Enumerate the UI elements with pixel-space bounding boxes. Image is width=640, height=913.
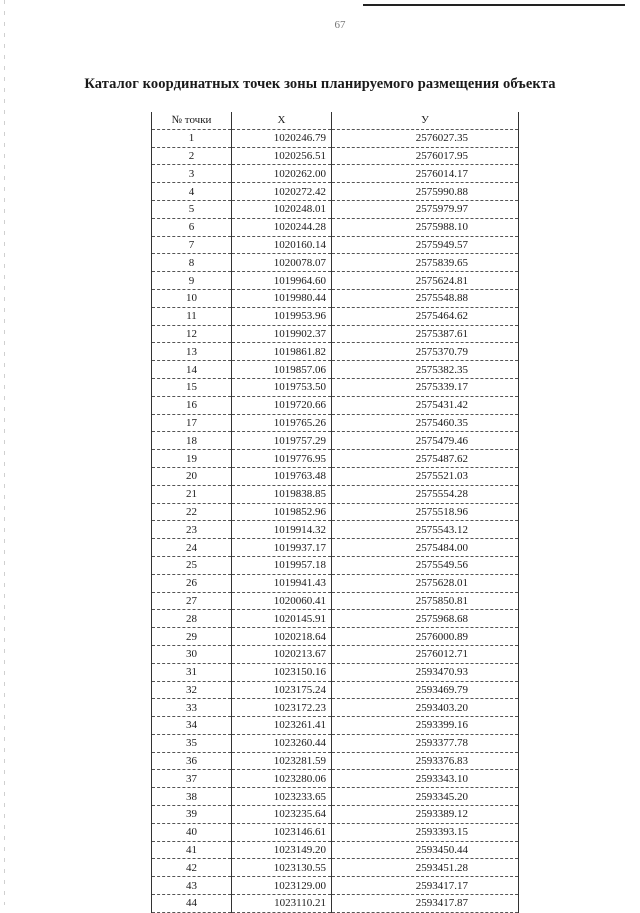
x-coordinate-cell: 1019763.48 — [232, 467, 332, 485]
y-coordinate-cell: 2593403.20 — [332, 699, 519, 717]
y-coordinate-cell: 2593343.10 — [332, 770, 519, 788]
x-coordinate-cell: 1019757.29 — [232, 432, 332, 450]
table-row — [152, 467, 519, 485]
y-coordinate-cell: 2575990.88 — [332, 183, 519, 201]
point-number-cell: 7 — [152, 236, 232, 254]
table-row — [152, 165, 519, 183]
table-row — [152, 289, 519, 307]
point-number-cell: 31 — [152, 663, 232, 681]
y-coordinate-cell: 2575850.81 — [332, 592, 519, 610]
table-row — [152, 129, 519, 147]
point-number-cell: 36 — [152, 752, 232, 770]
x-coordinate-cell: 1020272.42 — [232, 183, 332, 201]
point-number-cell: 8 — [152, 254, 232, 272]
table-row — [152, 645, 519, 663]
table-row — [152, 859, 519, 877]
y-coordinate-cell: 2593389.12 — [332, 806, 519, 824]
x-coordinate-cell: 1019852.96 — [232, 503, 332, 521]
y-coordinate-cell: 2593399.16 — [332, 717, 519, 735]
point-number-cell: 28 — [152, 610, 232, 628]
table-row — [152, 503, 519, 521]
y-coordinate-cell: 2575521.03 — [332, 467, 519, 485]
point-number-cell: 14 — [152, 361, 232, 379]
x-coordinate-cell: 1020262.00 — [232, 165, 332, 183]
x-coordinate-cell: 1020060.41 — [232, 592, 332, 610]
page-title: Каталог координатных точек зоны планируемого размещения объекта — [84, 76, 556, 92]
table-row — [152, 717, 519, 735]
x-coordinate-cell: 1019776.95 — [232, 450, 332, 468]
point-number-cell: 5 — [152, 200, 232, 218]
point-number-cell: 3 — [152, 165, 232, 183]
table-row — [152, 485, 519, 503]
table-row — [152, 556, 519, 574]
x-coordinate-cell: 1020246.79 — [232, 129, 332, 147]
x-coordinate-cell: 1019765.26 — [232, 414, 332, 432]
x-coordinate-cell: 1019753.50 — [232, 378, 332, 396]
y-coordinate-cell: 2575543.12 — [332, 521, 519, 539]
x-coordinate-cell: 1020256.51 — [232, 147, 332, 165]
coordinates-table — [151, 112, 519, 913]
y-coordinate-cell: 2575387.61 — [332, 325, 519, 343]
point-number-cell: 44 — [152, 895, 232, 913]
x-coordinate-cell: 1023280.06 — [232, 770, 332, 788]
y-coordinate-cell: 2575479.46 — [332, 432, 519, 450]
table-row — [152, 734, 519, 752]
x-coordinate-cell: 1019980.44 — [232, 289, 332, 307]
point-number-cell: 42 — [152, 859, 232, 877]
y-coordinate-cell: 2575554.28 — [332, 485, 519, 503]
x-coordinate-cell: 1020078.07 — [232, 254, 332, 272]
point-number-cell: 2 — [152, 147, 232, 165]
y-coordinate-cell: 2576014.17 — [332, 165, 519, 183]
table-row — [152, 200, 519, 218]
table-row — [152, 361, 519, 379]
table-row — [152, 823, 519, 841]
point-number-cell: 33 — [152, 699, 232, 717]
point-number-cell: 25 — [152, 556, 232, 574]
point-number-cell: 9 — [152, 272, 232, 290]
point-number-cell: 19 — [152, 450, 232, 468]
point-number-cell: 15 — [152, 378, 232, 396]
table-row — [152, 343, 519, 361]
y-coordinate-cell: 2575484.00 — [332, 539, 519, 557]
x-coordinate-cell: 1023233.65 — [232, 788, 332, 806]
table-header-row — [152, 112, 519, 129]
x-coordinate-cell: 1023110.21 — [232, 895, 332, 913]
point-number-cell: 4 — [152, 183, 232, 201]
point-number-cell: 24 — [152, 539, 232, 557]
x-coordinate-cell: 1020244.28 — [232, 218, 332, 236]
table-row — [152, 147, 519, 165]
x-coordinate-cell: 1020145.91 — [232, 610, 332, 628]
y-coordinate-cell: 2593393.15 — [332, 823, 519, 841]
table-row — [152, 841, 519, 859]
top-rule — [363, 4, 625, 6]
point-number-cell: 30 — [152, 645, 232, 663]
x-coordinate-cell: 1020218.64 — [232, 628, 332, 646]
table-row — [152, 396, 519, 414]
table-row — [152, 414, 519, 432]
point-number-cell: 37 — [152, 770, 232, 788]
table-row — [152, 432, 519, 450]
x-coordinate-cell: 1019937.17 — [232, 539, 332, 557]
table-row — [152, 788, 519, 806]
x-coordinate-cell: 1019941.43 — [232, 574, 332, 592]
y-coordinate-cell: 2593417.17 — [332, 877, 519, 895]
y-coordinate-cell: 2575382.35 — [332, 361, 519, 379]
x-coordinate-cell: 1019857.06 — [232, 361, 332, 379]
point-number-cell: 26 — [152, 574, 232, 592]
x-coordinate-cell: 1020213.67 — [232, 645, 332, 663]
header-y: У — [332, 112, 519, 129]
y-coordinate-cell: 2575464.62 — [332, 307, 519, 325]
x-coordinate-cell: 1019953.96 — [232, 307, 332, 325]
y-coordinate-cell: 2593470.93 — [332, 663, 519, 681]
table-row — [152, 663, 519, 681]
point-number-cell: 29 — [152, 628, 232, 646]
x-coordinate-cell: 1023129.00 — [232, 877, 332, 895]
point-number-cell: 16 — [152, 396, 232, 414]
x-coordinate-cell: 1023130.55 — [232, 859, 332, 877]
point-number-cell: 11 — [152, 307, 232, 325]
table-body — [152, 129, 519, 912]
point-number-cell: 35 — [152, 734, 232, 752]
x-coordinate-cell: 1020248.01 — [232, 200, 332, 218]
y-coordinate-cell: 2575431.42 — [332, 396, 519, 414]
point-number-cell: 39 — [152, 806, 232, 824]
point-number-cell: 38 — [152, 788, 232, 806]
point-number-cell: 34 — [152, 717, 232, 735]
y-coordinate-cell: 2575979.97 — [332, 200, 519, 218]
table-row — [152, 574, 519, 592]
y-coordinate-cell: 2575518.96 — [332, 503, 519, 521]
header-point-number: № точки — [152, 112, 232, 129]
y-coordinate-cell: 2575460.35 — [332, 414, 519, 432]
y-coordinate-cell: 2575339.17 — [332, 378, 519, 396]
table-row — [152, 325, 519, 343]
x-coordinate-cell: 1019720.66 — [232, 396, 332, 414]
y-coordinate-cell: 2593345.20 — [332, 788, 519, 806]
header-x: X — [232, 112, 332, 129]
y-coordinate-cell: 2593451.28 — [332, 859, 519, 877]
x-coordinate-cell: 1019914.32 — [232, 521, 332, 539]
x-coordinate-cell: 1023235.64 — [232, 806, 332, 824]
y-coordinate-cell: 2575968.68 — [332, 610, 519, 628]
table-row — [152, 521, 519, 539]
table-row — [152, 450, 519, 468]
point-number-cell: 20 — [152, 467, 232, 485]
table-row — [152, 610, 519, 628]
y-coordinate-cell: 2575548.88 — [332, 289, 519, 307]
point-number-cell: 17 — [152, 414, 232, 432]
point-number-cell: 1 — [152, 129, 232, 147]
y-coordinate-cell: 2576012.71 — [332, 645, 519, 663]
y-coordinate-cell: 2575988.10 — [332, 218, 519, 236]
point-number-cell: 32 — [152, 681, 232, 699]
point-number-cell: 12 — [152, 325, 232, 343]
x-coordinate-cell: 1019964.60 — [232, 272, 332, 290]
table-row — [152, 681, 519, 699]
x-coordinate-cell: 1020160.14 — [232, 236, 332, 254]
table-row — [152, 307, 519, 325]
table-row — [152, 539, 519, 557]
point-number-cell: 10 — [152, 289, 232, 307]
y-coordinate-cell: 2576017.95 — [332, 147, 519, 165]
x-coordinate-cell: 1019838.85 — [232, 485, 332, 503]
y-coordinate-cell: 2575487.62 — [332, 450, 519, 468]
table-row — [152, 699, 519, 717]
x-coordinate-cell: 1019861.82 — [232, 343, 332, 361]
x-coordinate-cell: 1023150.16 — [232, 663, 332, 681]
x-coordinate-cell: 1019902.37 — [232, 325, 332, 343]
point-number-cell: 18 — [152, 432, 232, 450]
point-number-cell: 13 — [152, 343, 232, 361]
table-row — [152, 183, 519, 201]
y-coordinate-cell: 2575628.01 — [332, 574, 519, 592]
y-coordinate-cell: 2593376.83 — [332, 752, 519, 770]
table-row — [152, 272, 519, 290]
table-row — [152, 236, 519, 254]
y-coordinate-cell: 2575839.65 — [332, 254, 519, 272]
point-number-cell: 27 — [152, 592, 232, 610]
y-coordinate-cell: 2576000.89 — [332, 628, 519, 646]
x-coordinate-cell: 1023175.24 — [232, 681, 332, 699]
x-coordinate-cell: 1023281.59 — [232, 752, 332, 770]
point-number-cell: 43 — [152, 877, 232, 895]
y-coordinate-cell: 2575370.79 — [332, 343, 519, 361]
point-number-cell: 23 — [152, 521, 232, 539]
point-number-cell: 6 — [152, 218, 232, 236]
scan-edge-artifact — [4, 0, 5, 905]
table-row — [152, 592, 519, 610]
x-coordinate-cell: 1023261.41 — [232, 717, 332, 735]
y-coordinate-cell: 2593417.87 — [332, 895, 519, 913]
table-row — [152, 770, 519, 788]
x-coordinate-cell: 1023146.61 — [232, 823, 332, 841]
point-number-cell: 22 — [152, 503, 232, 521]
x-coordinate-cell: 1023260.44 — [232, 734, 332, 752]
y-coordinate-cell: 2593377.78 — [332, 734, 519, 752]
x-coordinate-cell: 1023172.23 — [232, 699, 332, 717]
y-coordinate-cell: 2593450.44 — [332, 841, 519, 859]
y-coordinate-cell: 2576027.35 — [332, 129, 519, 147]
table-row — [152, 752, 519, 770]
point-number-cell: 41 — [152, 841, 232, 859]
y-coordinate-cell: 2575949.57 — [332, 236, 519, 254]
point-number-cell: 21 — [152, 485, 232, 503]
point-number-cell: 40 — [152, 823, 232, 841]
y-coordinate-cell: 2575624.81 — [332, 272, 519, 290]
page-number: 67 — [334, 19, 346, 31]
table-row — [152, 877, 519, 895]
table-row — [152, 254, 519, 272]
table-row — [152, 628, 519, 646]
x-coordinate-cell: 1023149.20 — [232, 841, 332, 859]
table-row — [152, 218, 519, 236]
table-row — [152, 378, 519, 396]
table-row — [152, 895, 519, 913]
y-coordinate-cell: 2593469.79 — [332, 681, 519, 699]
table-row — [152, 806, 519, 824]
y-coordinate-cell: 2575549.56 — [332, 556, 519, 574]
x-coordinate-cell: 1019957.18 — [232, 556, 332, 574]
